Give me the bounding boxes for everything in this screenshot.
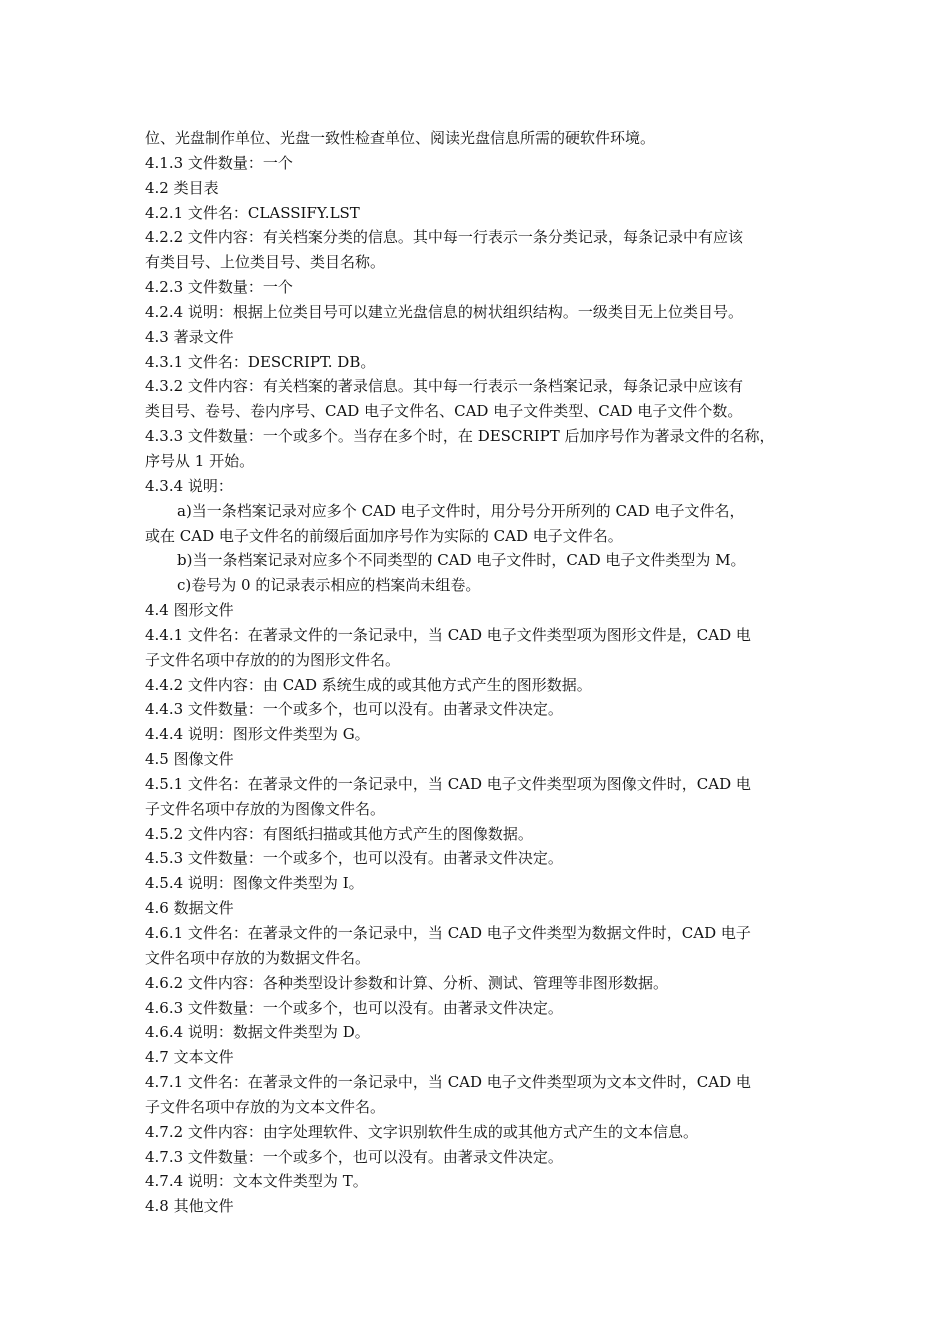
text-line: 4.2.3 文件数量：一个 xyxy=(145,278,293,297)
text-line: c)卷号为 0 的记录表示相应的档案尚未组卷。 xyxy=(177,576,481,595)
text-line: b)当一条档案记录对应多个不同类型的 CAD 电子文件时，CAD 电子文件类型为 M。 xyxy=(177,551,746,570)
text-line: a)当一条档案记录对应多个 CAD 电子文件时，用分号分开所列的 CAD 电子文件名， xyxy=(177,501,745,520)
text-line: 4.5.3 文件数量：一个或多个，也可以没有。由著录文件决定。 xyxy=(145,849,563,868)
text-line: 4.4.3 文件数量：一个或多个，也可以没有。由著录文件决定。 xyxy=(145,700,563,719)
text-line: 4.5.1 文件名：在著录文件的一条记录中，当 CAD 电子文件类型项为图像文件时，CAD 电 xyxy=(145,774,751,793)
text-line: 4.6 数据文件 xyxy=(145,899,234,918)
text-line: 4.2.1 文件名：CLASSIFY.LST xyxy=(145,203,360,222)
text-line: 4.5 图像文件 xyxy=(145,750,234,769)
text-line: 4.7 文本文件 xyxy=(145,1048,234,1067)
document-body xyxy=(145,126,825,1219)
text-line: 类目号、卷号、卷内序号、CAD 电子文件名、CAD 电子文件类型、CAD 电子文件个数。 xyxy=(145,402,743,421)
text-line: 子文件名项中存放的为图像文件名。 xyxy=(145,799,386,818)
text-line: 4.3.1 文件名：DESCRIPT. DB。 xyxy=(145,352,376,371)
text-line: 4.4 图形文件 xyxy=(145,601,234,620)
text-line: 4.1.3 文件数量：一个 xyxy=(145,153,293,172)
text-line: 4.2.4 说明：根据上位类目号可以建立光盘信息的树状组织结构。一级类目无上位类目号。 xyxy=(145,302,743,321)
text-line: 文件名项中存放的为数据文件名。 xyxy=(145,948,371,967)
text-line: 4.3.3 文件数量：一个或多个。当存在多个时，在 DESCRIPT 后加序号作为著录文件的名称， xyxy=(145,427,775,446)
text-line: 有类目号、上位类目号、类目名称。 xyxy=(145,253,386,272)
text-line: 或在 CAD 电子文件名的前缀后面加序号作为实际的 CAD 电子文件名。 xyxy=(145,526,623,545)
text-line: 4.3 著录文件 xyxy=(145,327,234,346)
text-line: 4.4.4 说明：图形文件类型为 G。 xyxy=(145,725,370,744)
text-line: 序号从 1 开始。 xyxy=(145,451,255,470)
text-line: 4.4.1 文件名：在著录文件的一条记录中，当 CAD 电子文件类型项为图形文件是，CAD 电 xyxy=(145,625,751,644)
text-line: 4.5.2 文件内容：有图纸扫描或其他方式产生的图像数据。 xyxy=(145,824,533,843)
text-line: 4.6.3 文件数量：一个或多个，也可以没有。由著录文件决定。 xyxy=(145,998,563,1017)
text-line: 4.3.4 说明： xyxy=(145,476,233,495)
text-line: 4.6.2 文件内容：各种类型设计参数和计算、分析、测试、管理等非图形数据。 xyxy=(145,973,668,992)
text-line: 4.3.2 文件内容：有关档案的著录信息。其中每一行表示一条档案记录，每条记录中应该有 xyxy=(145,377,743,396)
text-line: 子文件名项中存放的的为图形文件名。 xyxy=(145,650,401,669)
text-line: 4.7.4 说明：文本文件类型为 T。 xyxy=(145,1172,368,1191)
text-line: 4.6.4 说明：数据文件类型为 D。 xyxy=(145,1023,370,1042)
text-line: 4.8 其他文件 xyxy=(145,1197,234,1216)
text-line: 4.7.3 文件数量：一个或多个，也可以没有。由著录文件决定。 xyxy=(145,1147,563,1166)
text-line: 子文件名项中存放的为文本文件名。 xyxy=(145,1097,386,1116)
text-line: 4.6.1 文件名：在著录文件的一条记录中，当 CAD 电子文件类型为数据文件时，CAD 电子 xyxy=(145,924,751,942)
text-line: 4.4.2 文件内容：由 CAD 系统生成的或其他方式产生的图形数据。 xyxy=(145,675,592,694)
text-line: 位、光盘制作单位、光盘一致性检查单位、阅读光盘信息所需的硬软件环境。 xyxy=(145,129,656,147)
text-line: 4.5.4 说明：图像文件类型为 I。 xyxy=(145,874,364,893)
text-line: 4.2 类目表 xyxy=(145,178,219,197)
text-line: 4.7.2 文件内容：由字处理软件、文字识别软件生成的或其他方式产生的文本信息。 xyxy=(145,1122,698,1141)
text-line: 4.2.2 文件内容：有关档案分类的信息。其中每一行表示一条分类记录，每条记录中有应该 xyxy=(145,228,743,247)
text-line: 4.7.1 文件名：在著录文件的一条记录中，当 CAD 电子文件类型项为文本文件时，CAD 电 xyxy=(145,1073,751,1092)
